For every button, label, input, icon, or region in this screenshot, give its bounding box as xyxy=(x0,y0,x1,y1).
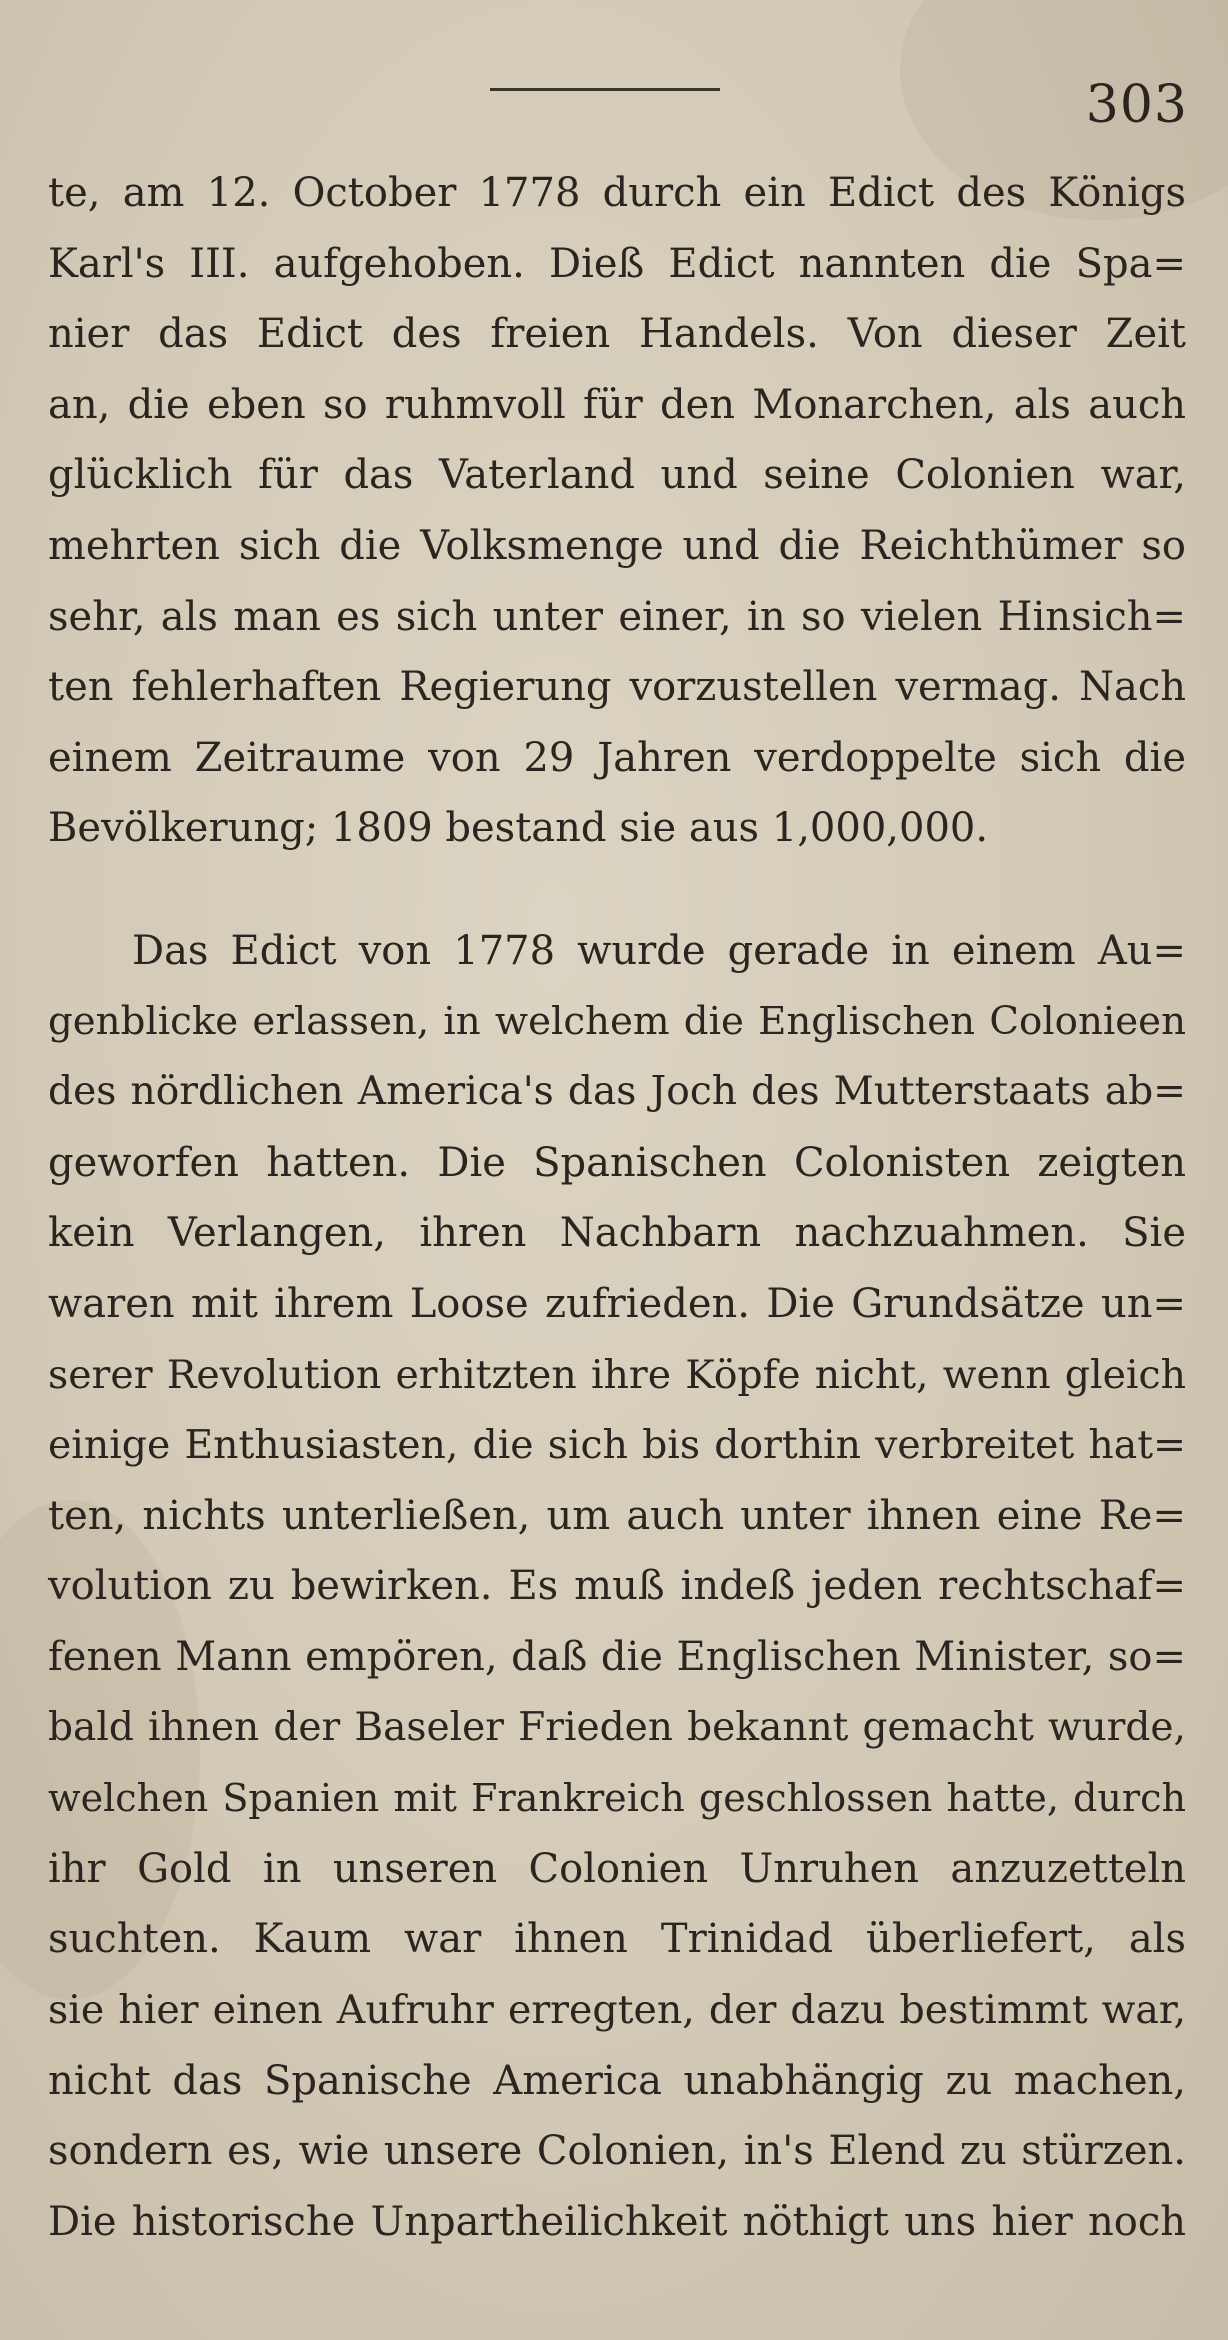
text-line: ten, nichts unterließen, um auch unter ihnen eine Re= xyxy=(48,1492,1186,1539)
text-line: nicht das Spanische America unabhängig zu machen, xyxy=(48,2057,1186,2104)
text-line: welchen Spanien mit Frankreich geschlossen hatte, durch xyxy=(48,1776,1186,1821)
text-line: ihr Gold in unseren Colonien Unruhen anzuzetteln xyxy=(48,1845,1186,1892)
text-line: genblicke erlassen, in welchem die Englischen Colonieen xyxy=(48,998,1186,1044)
text-line: geworfen hatten. Die Spanischen Colonisten zeigten xyxy=(48,1139,1186,1186)
text-line: sie hier einen Aufruhr erregten, der dazu bestimmt war, xyxy=(48,1986,1186,2033)
page-number: 303 xyxy=(1085,75,1188,135)
paragraph-1 xyxy=(48,158,1186,864)
text-line: an, die eben so ruhmvoll für den Monarchen, als auch xyxy=(48,381,1186,428)
text-line: sondern es, wie unsere Colonien, in's Elend zu stürzen. xyxy=(48,2128,1186,2175)
text-line: bald ihnen der Baseler Frieden bekannt gemacht wurde, xyxy=(48,1704,1186,1750)
text-line: Das Edict von 1778 wurde gerade in einem Au= xyxy=(132,928,1186,974)
text-line: sehr, als man es sich unter einer, in so vielen Hinsich= xyxy=(48,593,1186,640)
text-line: suchten. Kaum war ihnen Trinidad überliefert, als xyxy=(48,1916,1186,1963)
text-line: nier das Edict des freien Handels. Von dieser Zeit xyxy=(48,311,1186,358)
text-line: des nördlichen America's das Joch des Mutterstaats ab= xyxy=(48,1069,1186,1115)
text-line: Die historische Unpartheilichkeit nöthigt uns hier noch xyxy=(48,2198,1186,2245)
text-line: ten fehlerhaften Regierung vorzustellen vermag. Nach xyxy=(48,664,1186,711)
text-line: einige Enthusiasten, die sich bis dorthin verbreitet hat= xyxy=(48,1422,1186,1469)
text-line: serer Revolution erhitzten ihre Köpfe nicht, wenn gleich xyxy=(48,1351,1186,1398)
text-line: mehrten sich die Volksmenge und die Reichthümer so xyxy=(48,522,1186,569)
header-rule xyxy=(490,88,720,91)
text-line: te, am 12. October 1778 durch ein Edict des Königs xyxy=(48,170,1186,216)
text-line: volution zu bewirken. Es muß indeß jeden rechtschaf= xyxy=(48,1563,1186,1610)
text-line: Bevölkerung; 1809 bestand sie aus 1,000,000. xyxy=(48,805,989,852)
text-line: kein Verlangen, ihren Nachbarn nachzuahmen. Sie xyxy=(48,1210,1186,1257)
paragraph-2 xyxy=(48,916,1186,2257)
text-line: Karl's III. aufgehoben. Dieß Edict nannten die Spa= xyxy=(48,240,1186,287)
text-line: glücklich für das Vaterland und seine Colonien war, xyxy=(48,452,1186,499)
text-line: fenen Mann empören, daß die Englischen Minister, so= xyxy=(48,1633,1186,1680)
page-header xyxy=(0,70,1228,140)
text-line: waren mit ihrem Loose zufrieden. Die Grundsätze un= xyxy=(48,1280,1186,1327)
text-line: einem Zeitraume von 29 Jahren verdoppelte sich die xyxy=(48,734,1186,781)
